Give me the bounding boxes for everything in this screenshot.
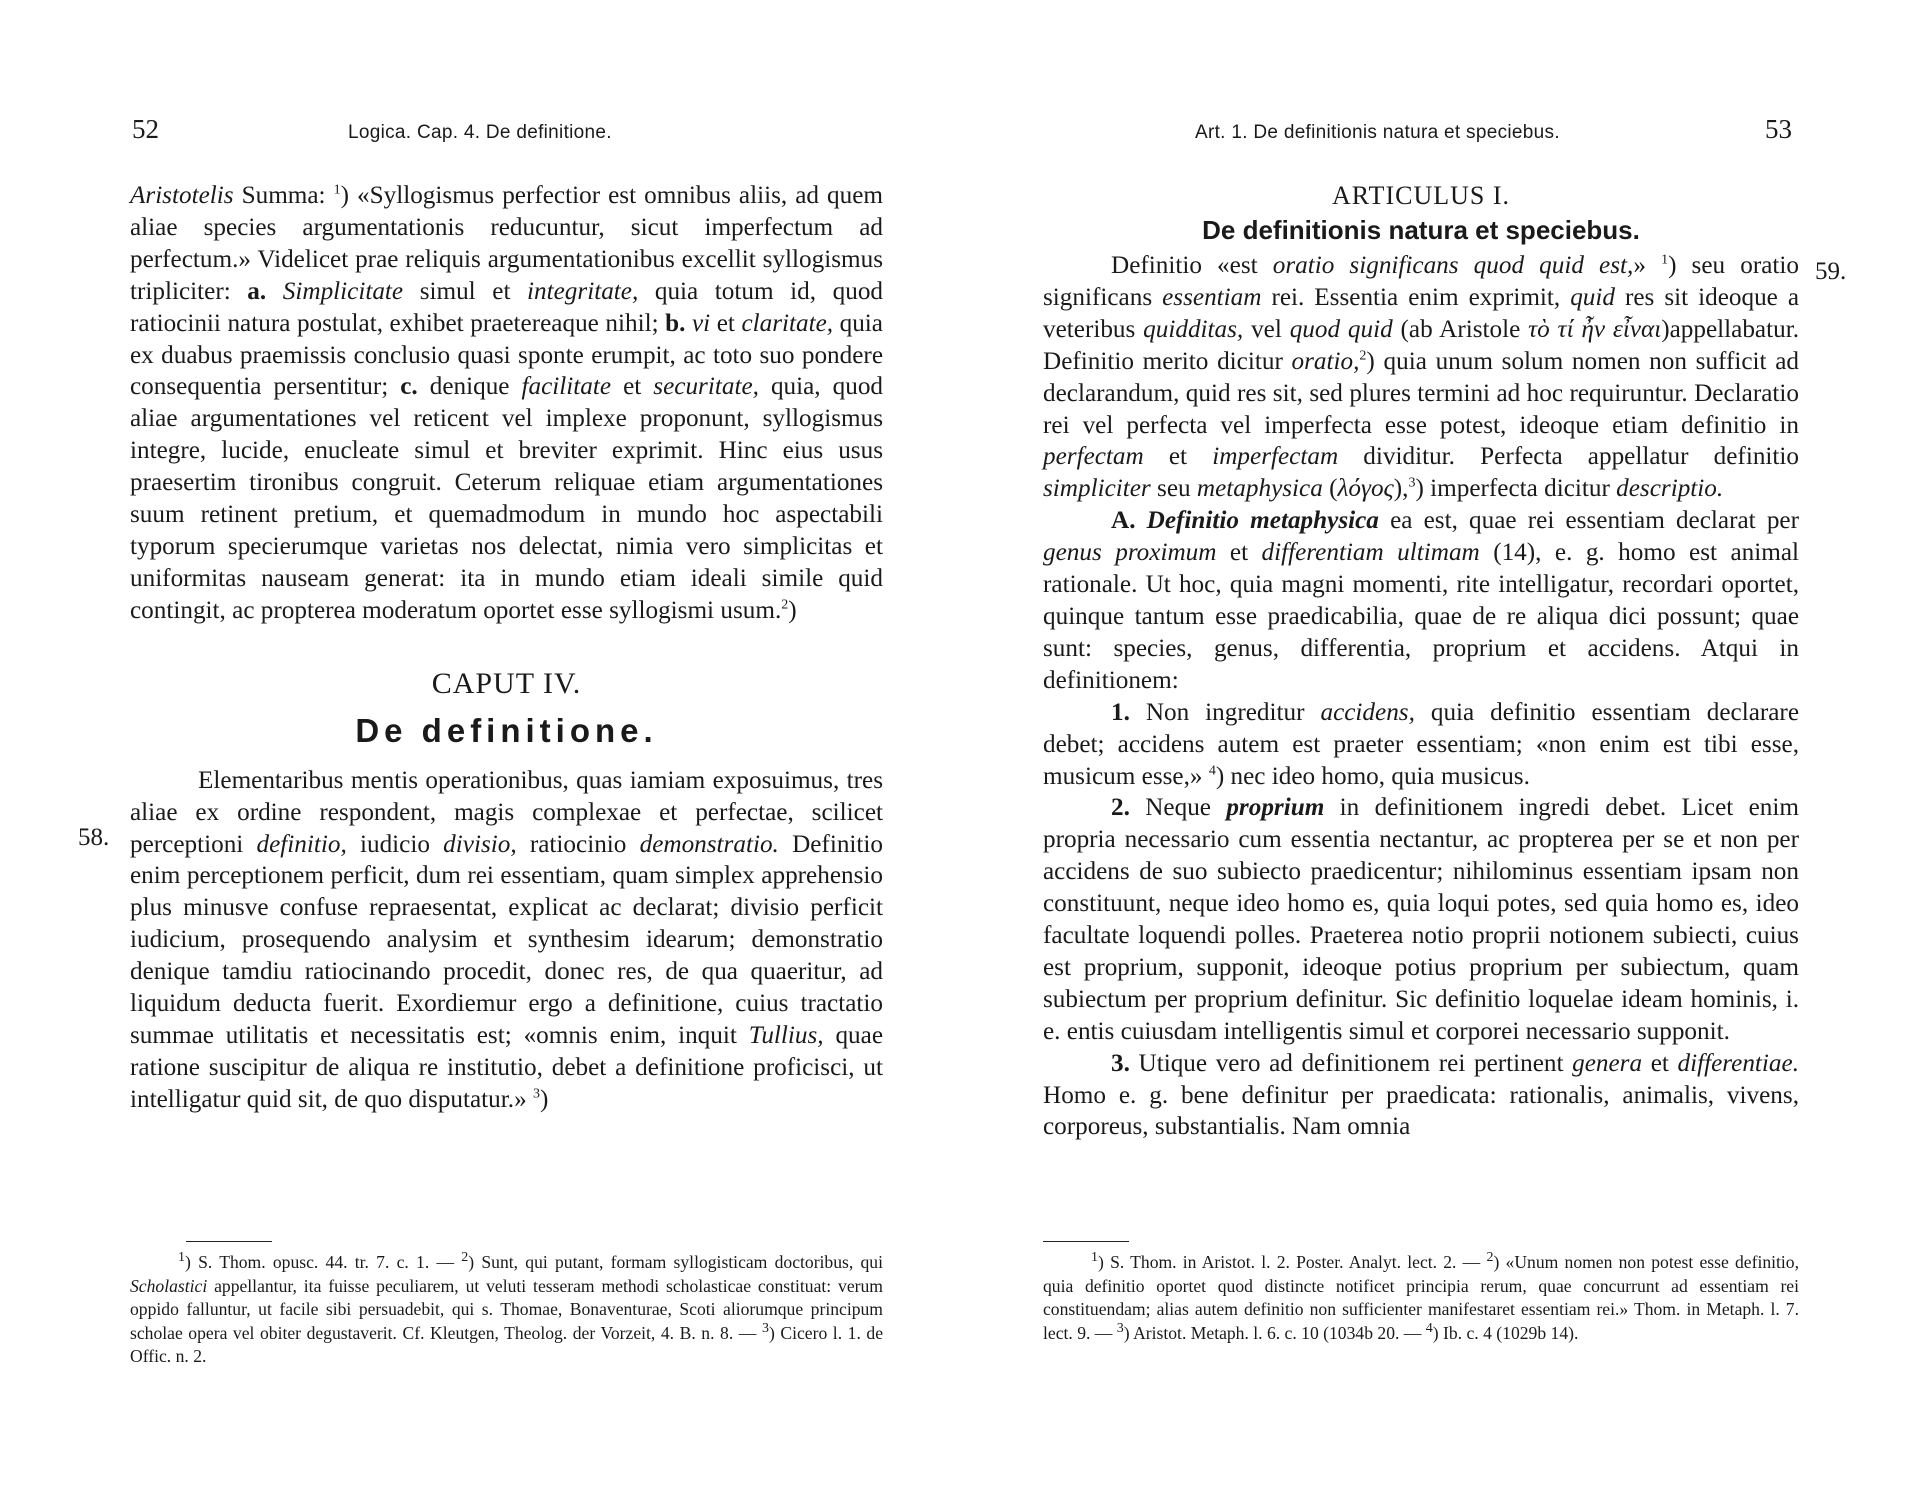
text: ) quia unum solum nomen non sufficit ad declarandum, quid res sit, sed plures termini ad hoc requiruntur. Declaratio rei vel perfecta vel imperfecta esse potest, ideoque etiam definitio in — [1043, 347, 1799, 439]
text: quod quid — [1289, 315, 1393, 343]
text: simpliciter — [1043, 475, 1151, 503]
text: descriptio. — [1616, 475, 1724, 503]
text: ) Aristot. Metaph. l. 6. c. 10 (1034b 20. — — [1123, 1322, 1426, 1343]
text: b. — [665, 309, 686, 337]
text: oratio significans quod quid est, — [1272, 252, 1634, 279]
text: proprium — [1226, 794, 1325, 822]
chapter-label: CAPUT IV. — [431, 666, 582, 700]
text: quia ex duabus praemissis conclusio quasi sponte erumpit, ac toto suo pondere consequentia persentitur; — [130, 309, 883, 401]
footnote-ref: 3 — [1408, 475, 1416, 491]
text: ) Ib. c. 4 (1029b 14). — [1432, 1322, 1579, 1343]
text: in definitionem ingredi debet. Licet enim propria necessario cum essentia nectantur, ac propterea per se et non per accidens de suo subiecto praedicentur; nihilominus essentiam ipsam non constituunt, neque ideo homo es, quia loqui potes, sed quia homo es, ideo facultate loquendi polles. Praeterea notio proprii notionem subiecti, cuius est proprium, supponit, ideoque potius proprium per subiectum, quam subiectum per proprium definitur. Sic definitio loquelae ideam hominis, i. e. entis cuiusdam intelligentis simul et corporei necessario supponit. — [1043, 794, 1799, 1045]
text: Definitio enim perceptionem perficit, dum rei essentiam, quam simplex apprehensio plus minusve confuse repraesentat, explicat ac declarat; divisio perficit iudicium, prosequendo analysim et synthesim idearum; demonstratio denique tamdiu ratiocinando procedit, donec res, de qua quaeritur, ad liquidum deducta fuerit. Exordiemur ergo a definitione, cuius tractatio summae utilitatis et necessitatis est; «omnis enim, inquit — [130, 830, 883, 1049]
footnote-mark: 4 — [1425, 1320, 1433, 1336]
article-title: De definitionis natura et speciebus. — [1202, 215, 1640, 245]
text: definitio, — [256, 830, 347, 858]
text: )appellabatur. Definitio merito dicitur — [1043, 315, 1800, 375]
text: et — [1143, 443, 1213, 471]
text: integritate, — [527, 277, 639, 305]
left-footnotes — [130, 1251, 883, 1369]
text: Summa: — [233, 182, 334, 209]
text: et — [1642, 1049, 1678, 1077]
right-margin-number: 59. — [1815, 258, 1847, 285]
text: τὸ τί ἦν εἶναι — [1528, 315, 1662, 343]
right-paragraph-2 — [1043, 505, 1799, 696]
text: Utique vero ad definitionem rei pertinent — [1129, 1049, 1573, 1077]
footnote-ref: 2 — [781, 597, 789, 613]
text: ratiocinio — [516, 830, 640, 858]
text — [266, 278, 283, 305]
text: Definitio «est — [1111, 252, 1273, 279]
text: differentiam ultimam — [1261, 539, 1480, 567]
text: seu — [1150, 475, 1197, 503]
text: (ab Aristole — [1392, 315, 1529, 343]
text: et — [611, 373, 654, 401]
right-page-number: 53 — [1765, 114, 1792, 144]
right-footnote-rule — [1043, 1241, 1129, 1242]
text — [1136, 507, 1147, 534]
text: ) Cicero l. 1. de Offic. n. 2. — [130, 1322, 884, 1367]
text: A. — [1111, 507, 1136, 535]
text: ( — [1322, 475, 1338, 503]
text: Neque — [1129, 794, 1227, 822]
text: 2. — [1111, 794, 1130, 822]
footnote-mark: 1 — [1091, 1250, 1098, 1266]
right-paragraph-1 — [1043, 250, 1799, 505]
text: quidditas, — [1143, 315, 1244, 343]
text: 1. — [1111, 698, 1130, 726]
text: Simplicitate — [282, 277, 404, 305]
text: et — [710, 309, 742, 337]
chapter-title: De definitione. — [355, 711, 658, 749]
footnote-mark: 3 — [1116, 1320, 1124, 1336]
right-paragraph-3 — [1043, 697, 1799, 793]
right-page — [955, 0, 1910, 1500]
footnote-mark: 2 — [1486, 1250, 1494, 1266]
footnote-mark: 2 — [461, 1250, 469, 1266]
text: ) — [788, 596, 797, 624]
left-footnote-rule — [186, 1241, 272, 1242]
text: » — [1633, 252, 1662, 279]
right-running-title: Art. 1. De definitionis natura et speciebus. — [1195, 122, 1560, 143]
right-paragraph-4 — [1043, 792, 1799, 1047]
footnote-ref: 2 — [1359, 348, 1367, 364]
text: ) seu oratio significans — [1043, 252, 1799, 311]
footnote-ref: 3 — [532, 1086, 540, 1102]
text: ) «Syllogismus perfectior est omnibus aliis, ad quem aliae species argumentationis reducuntur, sicut imperfectum ad perfectum.» Videlicet prae reliquis argumentationibus excellit syllogismus tripliciter: — [130, 182, 883, 305]
text: genus proximum — [1043, 539, 1217, 567]
text: rei. Essentia enim exprimit, — [1261, 283, 1571, 311]
text: ) Sunt, qui putant, formam syllogisticam doctoribus, qui — [468, 1252, 883, 1272]
text: divisio, — [443, 830, 517, 858]
text: ) — [539, 1085, 549, 1113]
text: et — [1216, 539, 1262, 567]
left-paragraph-2 — [130, 765, 883, 1116]
right-footnotes — [1043, 1251, 1799, 1345]
text: a. — [247, 277, 267, 305]
left-body — [130, 180, 883, 1116]
text: claritate, — [741, 309, 834, 337]
left-running-title: Logica. Cap. 4. De definitione. — [348, 122, 612, 143]
text: imperfectam — [1212, 443, 1339, 471]
footnote-ref: 4 — [1208, 763, 1216, 779]
text: oratio, — [1291, 347, 1360, 375]
text: 3. — [1111, 1049, 1130, 1077]
text: denique — [417, 373, 522, 401]
text: ), — [1393, 475, 1409, 503]
text: ) S. Thom. opusc. 44. tr. 7. c. 1. — — [185, 1252, 462, 1272]
text: ea est, quae rei essentiam declarat per — [1378, 507, 1799, 535]
text: Homo e. g. bene definitur per praedicata: rationalis, animalis, vivens, corporeus, substantialis. Nam omnia — [1043, 1081, 1799, 1141]
text: facilitate — [521, 373, 612, 401]
left-page-number: 52 — [132, 114, 159, 144]
text: vi — [691, 309, 711, 337]
text: iudicio — [346, 830, 444, 858]
text: differentiae. — [1677, 1049, 1799, 1077]
text: Scholastici — [130, 1275, 208, 1296]
text: Tullius, — [748, 1021, 824, 1049]
text: Non ingreditur — [1129, 698, 1321, 726]
text: perfectam — [1043, 443, 1144, 471]
left-paragraph-1 — [130, 180, 883, 627]
footnote-mark: 1 — [178, 1250, 185, 1266]
text: dividitur. Perfecta appellatur definitio — [1338, 443, 1799, 471]
footnote-ref: 1 — [333, 182, 341, 198]
text: Definitio metaphysica — [1146, 507, 1379, 535]
text: res sit ideoque a veteribus — [1043, 283, 1799, 343]
text: quae ratione suscipitur de aliqua re institutio, debet a definitione proficisci, ut intelligatur quid sit, de quo disputatur.» — [130, 1021, 883, 1113]
text: (14), e. g. homo est animal rationale. Ut hoc, quia magni momenti, rite intelligatur, recordari oportet, quinque tantum esse praedicabilia, quae de re aliqua dici possunt; quae sunt: species, genus, differentia, proprium et accidens. Atqui in definitionem: — [1043, 539, 1799, 694]
text: ) imperfecta dicitur — [1415, 475, 1617, 503]
text: quia, quod aliae argumentationes vel reticent vel implexe proponunt, syllogismus integre, lucide, enucleate simul et breviter exprimit. Hinc eius usus praesertim tironibus congruit. Ceterum reliquae etiam argumentationes suum retinent pretium, et quemadmodum in mundo hoc aspectabili typorum specierumque varietas nos delectat, nimia vero simplicitas et uniformitas nauseam generat: ita in mundo etiam ideali simile quid contingit, ac propterea moderatum oportet esse syllogismi usum. — [130, 373, 884, 624]
text: ) nec ideo homo, quia musicus. — [1215, 762, 1530, 790]
text: genera — [1572, 1049, 1643, 1077]
text: ) «Unum nomen non potest esse definitio, quia definitio oportet quod distincte notificet principia rerum, quae concurrunt ad essentiam rei constituendam; alias autem definitio non sufficienter manifestaret essentiam rei.» Thom. in Metaph. l. 7. lect. 9. — — [1043, 1252, 1800, 1343]
footnote-mark: 3 — [761, 1320, 769, 1336]
text: quia definitio essentiam declarare debet; accidens autem est praeter essentiam; «non enim est tibi esse, musicum esse,» — [1043, 698, 1800, 790]
text: Elementaribus mentis operationibus, quas iamiam exposuimus, tres aliae ex ordine respondent, magis complexae et perfectae, scilicet perceptioni — [130, 766, 883, 858]
text: securitate, — [653, 373, 759, 401]
footnote-ref: 1 — [1661, 252, 1669, 268]
text: demonstratio. — [639, 830, 779, 858]
text: quid — [1570, 283, 1615, 311]
article-label: ARTICULUS I. — [1332, 181, 1510, 210]
text: ) S. Thom. in Aristot. l. 2. Poster. Analyt. lect. 2. — — [1098, 1252, 1487, 1272]
text: c. — [400, 373, 418, 401]
left-footnote-text — [130, 1251, 883, 1369]
text: λόγος — [1337, 475, 1394, 503]
text: quia totum id, quod ratiocinii natura postulat, exhibet praetereaque nihil; — [130, 277, 884, 337]
text: accidens, — [1320, 698, 1415, 726]
text: vel — [1243, 315, 1290, 343]
left-margin-number: 58. — [78, 824, 110, 851]
right-footnote-text — [1043, 1251, 1799, 1345]
right-paragraph-5 — [1043, 1048, 1799, 1144]
text: metaphysica — [1196, 475, 1323, 503]
text: Aristotelis — [130, 182, 234, 209]
text: simul et — [403, 277, 528, 305]
text: appellantur, ita fuisse peculiarem, ut veluti tesseram methodi scholasticae constituat: verum oppido falluntur, ut facile sibi persuadebit, qui s. Thomae, Bonaventurae, Scoti aliorumque principum scholae opera vel obiter degustaverit. Cf. Kleutgen, Theolog. der Vorzeit, 4. B. n. 8. — — [130, 1275, 883, 1343]
right-body — [1043, 180, 1799, 1143]
text: essentiam — [1162, 283, 1262, 311]
